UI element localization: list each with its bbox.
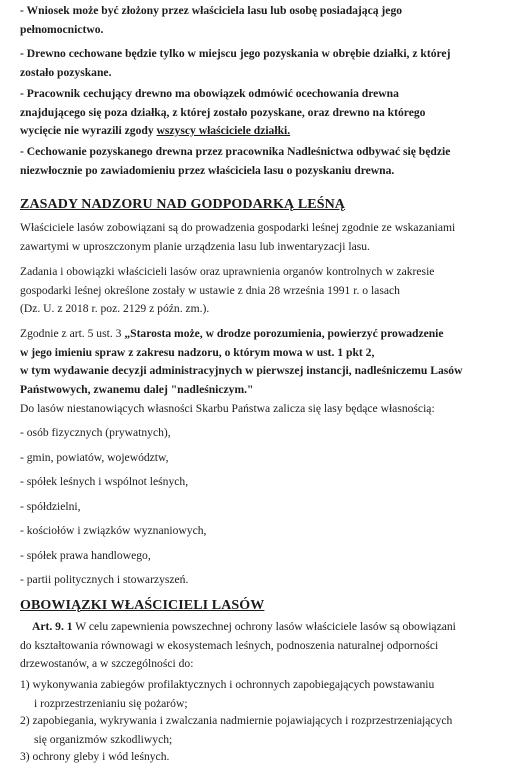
paragraph-owners-obligation <box>20 219 490 256</box>
list-item: - spółek leśnych i wspólnot leśnych, <box>20 475 189 488</box>
bullet-line: - Cechowanie pozyskanego drewna przez pracownika Nadleśnictwa odbywać się będzie <box>20 145 451 158</box>
paragraph-art5 <box>20 325 490 399</box>
quote-text: w jego imieniu spraw z zakresu nadzoru, o którym mowa w ust. 1 pkt 2, <box>20 345 375 359</box>
numbered-item-fire <box>20 676 490 713</box>
section-heading-owner-duties: OBOWIĄZKI WŁAŚCICIELI LASÓW <box>20 598 265 613</box>
list-item: - spółdzielni, <box>20 499 81 513</box>
bullet-branding-location <box>20 45 490 82</box>
bullet-line: - Pracownik cechujący drewno ma obowiązek odmówić ocechowania drewna <box>20 87 399 100</box>
text-line: Zgodnie z art. 5 ust. 3 <box>20 327 125 340</box>
section-heading-supervision: ZASADY NADZORU NAD GODPODARKĄ LEŚNĄ <box>20 197 346 212</box>
quote-text: „Starosta może, w drodze porozumienia, powierzyć prowadzenie <box>124 327 444 340</box>
bullet-line: - Wniosek może być złożony przez właściciela lasu lub osobę posiadającą jego <box>20 4 403 17</box>
bullet-branding-timing <box>20 143 490 180</box>
text-line: Zadania i obowiązki właścicieli lasów oraz uprawnienia organów kontrolnych w zakresie <box>20 265 435 278</box>
text-line: do kształtowania równowagi w ekosystemach leśnych, podnoszenia naturalnej odporności <box>20 638 439 652</box>
numbered-item-pests <box>20 712 490 749</box>
list-item: - spółek prawa handlowego, <box>20 548 151 562</box>
paragraph-ownership-intro: Do lasów niestanowiących własności Skarbu Państwa zalicza się lasy będące własnością: <box>20 402 435 415</box>
article-label: Art. 9. 1 <box>32 620 73 633</box>
list-item: - osób fizycznych (prywatnych), <box>20 426 171 439</box>
bullet-line: zostało pozyskane. <box>20 65 112 79</box>
text-line: 2) zapobiegania, wykrywania i zwalczania nadmiernie pojawiających i rozprzestrzeniających <box>20 714 453 727</box>
text-line: gospodarki leśnej określone zostały w ustawie z dnia 28 września 1991 r. o lasach <box>20 283 400 297</box>
text-line: (Dz. U. z 2018 r. poz. 2129 z późn. zm.). <box>20 302 210 315</box>
underlined-phrase: wszyscy właściciele działki. <box>156 124 291 137</box>
paragraph-art9 <box>20 618 490 674</box>
list-item: - gmin, powiatów, województw, <box>20 450 169 464</box>
text-line: zawartymi w uproszczonym planie urządzenia lasu lub inwentaryzacji lasu. <box>20 239 370 253</box>
text-line: W celu zapewnienia powszechnej ochrony lasów właściciele lasów są obowiązani <box>72 620 456 633</box>
list-item: - kościołów i związków wyznaniowych, <box>20 524 207 537</box>
bullet-line: znajdującego się poza działką, z której zostało pozyskane, oraz drewno na którego <box>20 105 426 119</box>
list-item: - partii politycznych i stowarzyszeń. <box>20 573 189 586</box>
text-line: Właściciele lasów zobowiązani są do prowadzenia gospodarki leśnej zgodnie ze wskazaniami <box>20 221 456 234</box>
bullet-line: wycięcie nie wyrazili zgody <box>20 124 157 137</box>
text-line: drzewostanów, a w szczególności do: <box>20 657 194 670</box>
text-line: 1) wykonywania zabiegów profilaktycznych i ochronnych zapobiegających powstawaniu <box>20 678 435 691</box>
bullet-line: - Drewno cechowane będzie tylko w miejscu jego pozyskania w obrębie działki, z której <box>20 47 451 60</box>
text-line: i rozprzestrzenianiu się pożarów; <box>34 696 188 710</box>
paragraph-tasks-duties <box>20 263 490 319</box>
bullet-worker-refusal <box>20 85 490 141</box>
text-line: się organizmów szkodliwych; <box>34 732 173 746</box>
numbered-item-soil: 3) ochrony gleby i wód leśnych. <box>20 750 170 763</box>
bullet-line: pełnomocnictwo. <box>20 22 104 36</box>
quote-text: w tym wydawanie decyzji administracyjnych w pierwszej instancji, nadleśniczemu Lasów <box>20 364 463 377</box>
bullet-application <box>20 2 490 39</box>
bullet-line: niezwłocznie po zawiadomieniu przez właściciela lasu o pozyskaniu drewna. <box>20 163 395 177</box>
quote-text: Państwowych, zwanemu dalej "nadleśniczym." <box>20 382 254 396</box>
